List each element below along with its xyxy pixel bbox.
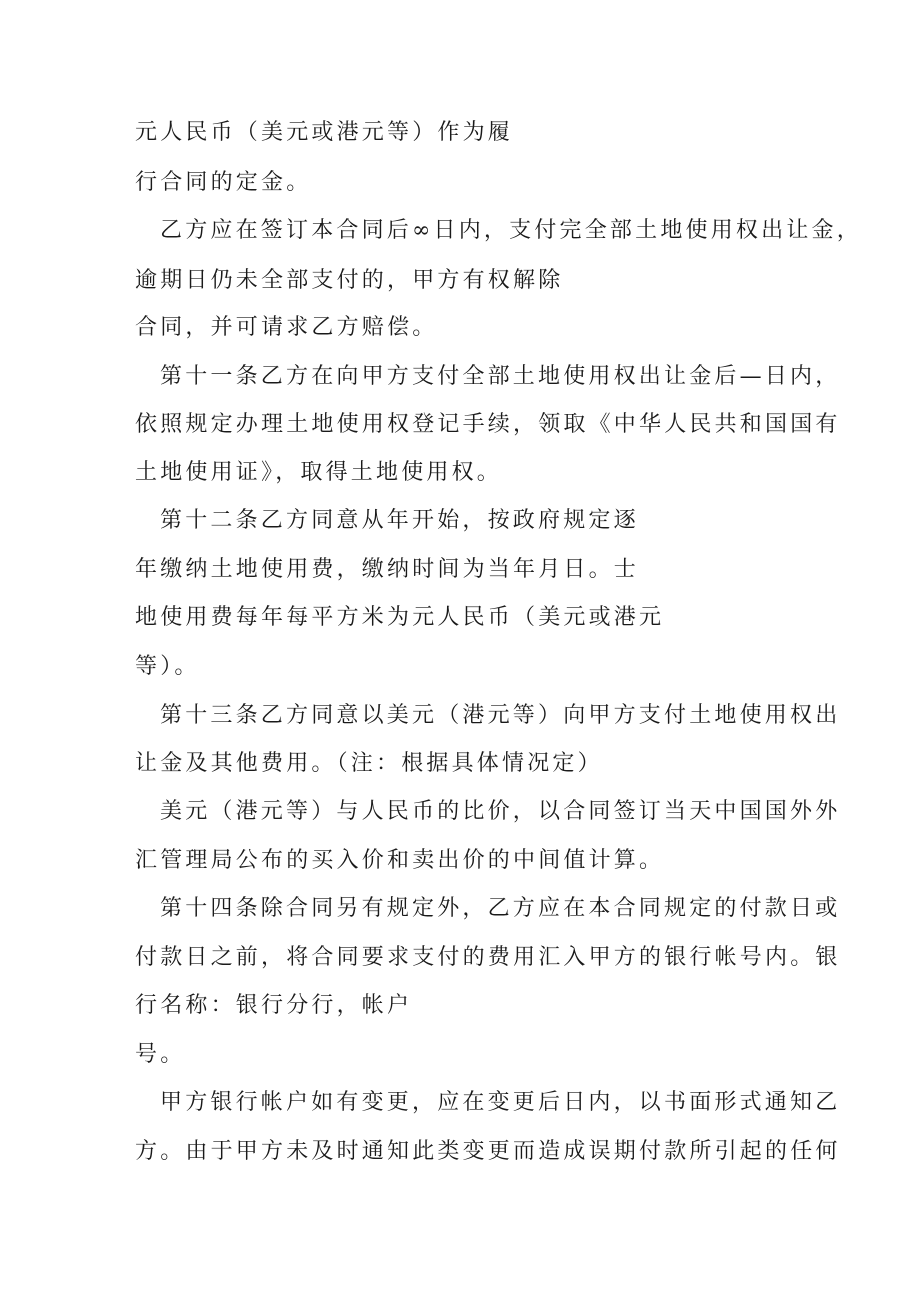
text-line: 元人民币（美元或港元等）作为履 bbox=[135, 120, 514, 145]
text-line: 付款日之前，将合同要求支付的费用汇入甲方的银行帐号内。银 bbox=[135, 945, 841, 970]
text-line: 等）。 bbox=[135, 654, 200, 679]
text-line: 行合同的定金。 bbox=[135, 170, 312, 195]
text-line: 第十三条乙方同意以美元（港元等）向甲方支付土地使用权出 bbox=[160, 703, 841, 728]
text-line: 土地使用证》，取得土地使用权。 bbox=[135, 460, 503, 485]
text-line: 让金及其他费用。（注：根据具体情况定） bbox=[135, 751, 603, 776]
text-line: 合同，并可请求乙方赔偿。 bbox=[135, 315, 438, 340]
text-line: 甲方银行帐户如有变更，应在变更后日内，以书面形式通知乙 bbox=[160, 1090, 841, 1115]
text-line: 逾期日仍未全部支付的，甲方有权解除 bbox=[135, 268, 564, 293]
text-line: 依照规定办理土地使用权登记手续，领取《中华人民共和国国有 bbox=[135, 412, 841, 437]
text-line: 号。 bbox=[135, 1042, 186, 1067]
text-line: 第十一条乙方在向甲方支付全部土地使用权出让金后—日内， bbox=[160, 364, 841, 389]
text-line: 第十二条乙方同意从年开始，按政府规定逐 bbox=[160, 508, 639, 533]
text-line: 年缴纳土地使用费，缴纳时间为当年月日。士 bbox=[135, 557, 640, 582]
text-line: 第十四条除合同另有规定外，乙方应在本合同规定的付款日或 bbox=[160, 896, 841, 921]
text-line: 行名称：银行分行，帐户 bbox=[135, 993, 413, 1018]
text-line: 美元（港元等）与人民币的比价，以合同签订当天中国国外外 bbox=[160, 799, 841, 824]
text-line: 汇管理局公布的买入价和卖出价的中间值计算。 bbox=[135, 848, 665, 873]
text-line: 方。由于甲方未及时通知此类变更而造成误期付款所引起的任何 bbox=[135, 1139, 841, 1164]
text-line: 乙方应在签订本合同后∞日内，支付完全部土地使用权出让金， bbox=[160, 218, 862, 243]
text-line: 地使用费每年每平方米为元人民币（美元或港元 bbox=[135, 605, 665, 630]
